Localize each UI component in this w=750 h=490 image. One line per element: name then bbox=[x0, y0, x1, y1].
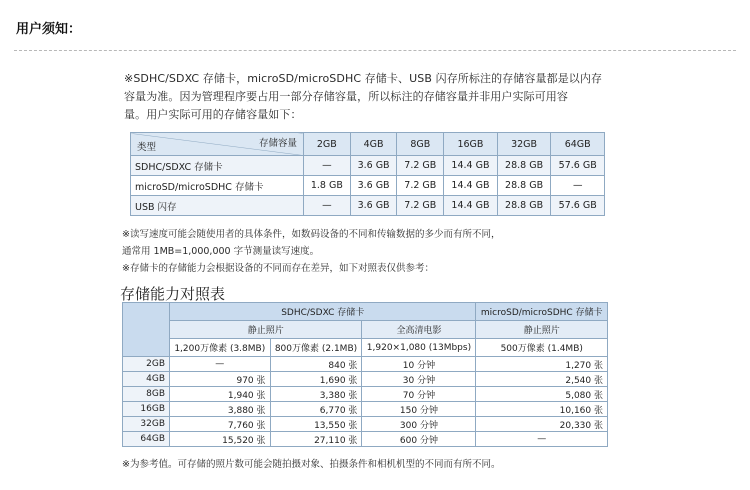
table-cell: 10,160 张 bbox=[476, 402, 608, 417]
table-cell: 14.4 GB bbox=[444, 156, 498, 176]
table-cell: — bbox=[304, 156, 351, 176]
table-cell: 30 分钟 bbox=[362, 372, 476, 387]
table-row bbox=[123, 387, 608, 402]
group-header-sdhc: SDHC/SDXC 存储卡 bbox=[170, 303, 476, 321]
table-cell: 13,550 张 bbox=[270, 417, 362, 432]
table-cell: — bbox=[551, 176, 605, 196]
sub-header-still-microsd: 静止照片 bbox=[476, 321, 608, 339]
table-cell: 14.4 GB bbox=[444, 176, 498, 196]
table-cell: 10 分钟 bbox=[362, 357, 476, 372]
table-cell: 3,380 张 bbox=[270, 387, 362, 402]
table-cell: 28.8 GB bbox=[497, 196, 551, 216]
table-cell: 1.8 GB bbox=[304, 176, 351, 196]
table-row bbox=[123, 432, 608, 447]
table-cell: — bbox=[476, 432, 608, 447]
table-row bbox=[131, 196, 605, 216]
capacity-cell: 8GB bbox=[123, 387, 170, 402]
table-cell: 1,270 张 bbox=[476, 357, 608, 372]
table-cell: 27,110 张 bbox=[270, 432, 362, 447]
sub-header-still: 静止照片 bbox=[170, 321, 362, 339]
table-row bbox=[123, 357, 608, 372]
row-label: microSD/microSDHC 存储卡 bbox=[131, 176, 304, 196]
table-cell: 2,540 张 bbox=[476, 372, 608, 387]
table-cell: 1,690 张 bbox=[270, 372, 362, 387]
note-line: ※SDHC/SDXC 存储卡，microSD/microSDHC 存储卡、USB 闪存所标注的存储容量都是以内存 bbox=[124, 72, 603, 85]
table-cell: 970 张 bbox=[170, 372, 271, 387]
table-cell: 3.6 GB bbox=[350, 176, 397, 196]
table-cell: 5,080 张 bbox=[476, 387, 608, 402]
table-cell: 57.6 GB bbox=[551, 156, 605, 176]
page-heading: 用户须知： bbox=[16, 22, 82, 37]
table-cell: 7.2 GB bbox=[397, 156, 444, 176]
table-cell: 600 分钟 bbox=[362, 432, 476, 447]
table-row bbox=[123, 402, 608, 417]
table-row bbox=[123, 417, 608, 432]
sub-header-movie: 全高清电影 bbox=[362, 321, 476, 339]
column-header: 64GB bbox=[551, 133, 605, 156]
table-cell: 15,520 张 bbox=[170, 432, 271, 447]
column-header: 16GB bbox=[444, 133, 498, 156]
column-header: 8GB bbox=[397, 133, 444, 156]
table-cell: 150 分钟 bbox=[362, 402, 476, 417]
table-row bbox=[131, 156, 605, 176]
table-cell: 7,760 张 bbox=[170, 417, 271, 432]
table-cell: 28.8 GB bbox=[497, 176, 551, 196]
table-cell: 3.6 GB bbox=[350, 156, 397, 176]
table-cell: 3,880 张 bbox=[170, 402, 271, 417]
table-cell: 300 分钟 bbox=[362, 417, 476, 432]
capacity-cell: 16GB bbox=[123, 402, 170, 417]
table-cell: 1,940 张 bbox=[170, 387, 271, 402]
column-header: 4GB bbox=[350, 133, 397, 156]
table-corner bbox=[123, 303, 170, 357]
storage-table bbox=[122, 302, 608, 447]
capacity-note bbox=[124, 70, 644, 124]
capacity-cell: 64GB bbox=[123, 432, 170, 447]
note-line: ※存储卡的存储能力会根据设备的不同而存在差异，如下对照表仅供参考： bbox=[122, 263, 434, 274]
row-label: SDHC/SDXC 存储卡 bbox=[131, 156, 304, 176]
table-cell: 57.6 GB bbox=[551, 196, 605, 216]
note-line: ※读写速度可能会随使用者的具体条件，如数码设备的不同和传输数据的多少而有所不同， bbox=[122, 229, 501, 240]
note-line: 容量为准。因为管理程序要占用一部分存储容量，所以标注的存储容量并非用户实际可用容 bbox=[124, 90, 568, 103]
capacity-cell: 4GB bbox=[123, 372, 170, 387]
table-row bbox=[123, 372, 608, 387]
table-cell: 6,770 张 bbox=[270, 402, 362, 417]
table-cell: — bbox=[304, 196, 351, 216]
res-header: 500万像素 (1.4MB) bbox=[476, 339, 608, 357]
speed-note bbox=[122, 226, 642, 277]
storage-table-title: 存储能力对照表 bbox=[120, 285, 226, 303]
column-header: 32GB bbox=[497, 133, 551, 156]
table-corner-header bbox=[131, 133, 304, 156]
table-cell: 20,330 张 bbox=[476, 417, 608, 432]
res-header: 1,200万像素 (3.8MB) bbox=[170, 339, 271, 357]
note-line: 量。用户实际可用的存储容量如下： bbox=[124, 108, 302, 121]
note-line: 通常用 1MB=1,000,000 字节测量读写速度。 bbox=[122, 246, 320, 257]
res-header: 800万像素 (2.1MB) bbox=[270, 339, 362, 357]
table-cell: 14.4 GB bbox=[444, 196, 498, 216]
row-label: USB 闪存 bbox=[131, 196, 304, 216]
divider bbox=[14, 50, 736, 51]
capacity-table bbox=[130, 132, 605, 216]
corner-label-type: 类型 bbox=[137, 142, 157, 153]
table-cell: 70 分钟 bbox=[362, 387, 476, 402]
table-cell: 28.8 GB bbox=[497, 156, 551, 176]
capacity-cell: 2GB bbox=[123, 357, 170, 372]
table-cell: 7.2 GB bbox=[397, 176, 444, 196]
table-cell: 7.2 GB bbox=[397, 196, 444, 216]
corner-label-capacity: 存储容量 bbox=[258, 138, 297, 149]
table-cell: — bbox=[170, 357, 271, 372]
capacity-cell: 32GB bbox=[123, 417, 170, 432]
reference-note: ※为参考值。可存储的照片数可能会随拍摄对象、拍摄条件和相机机型的不同而有所不同。 bbox=[122, 459, 501, 470]
res-header: 1,920×1,080 (13Mbps) bbox=[362, 339, 476, 357]
table-cell: 840 张 bbox=[270, 357, 362, 372]
table-row bbox=[131, 176, 605, 196]
column-header: 2GB bbox=[304, 133, 351, 156]
group-header-microsd: microSD/microSDHC 存储卡 bbox=[476, 303, 608, 321]
table-cell: 3.6 GB bbox=[350, 196, 397, 216]
